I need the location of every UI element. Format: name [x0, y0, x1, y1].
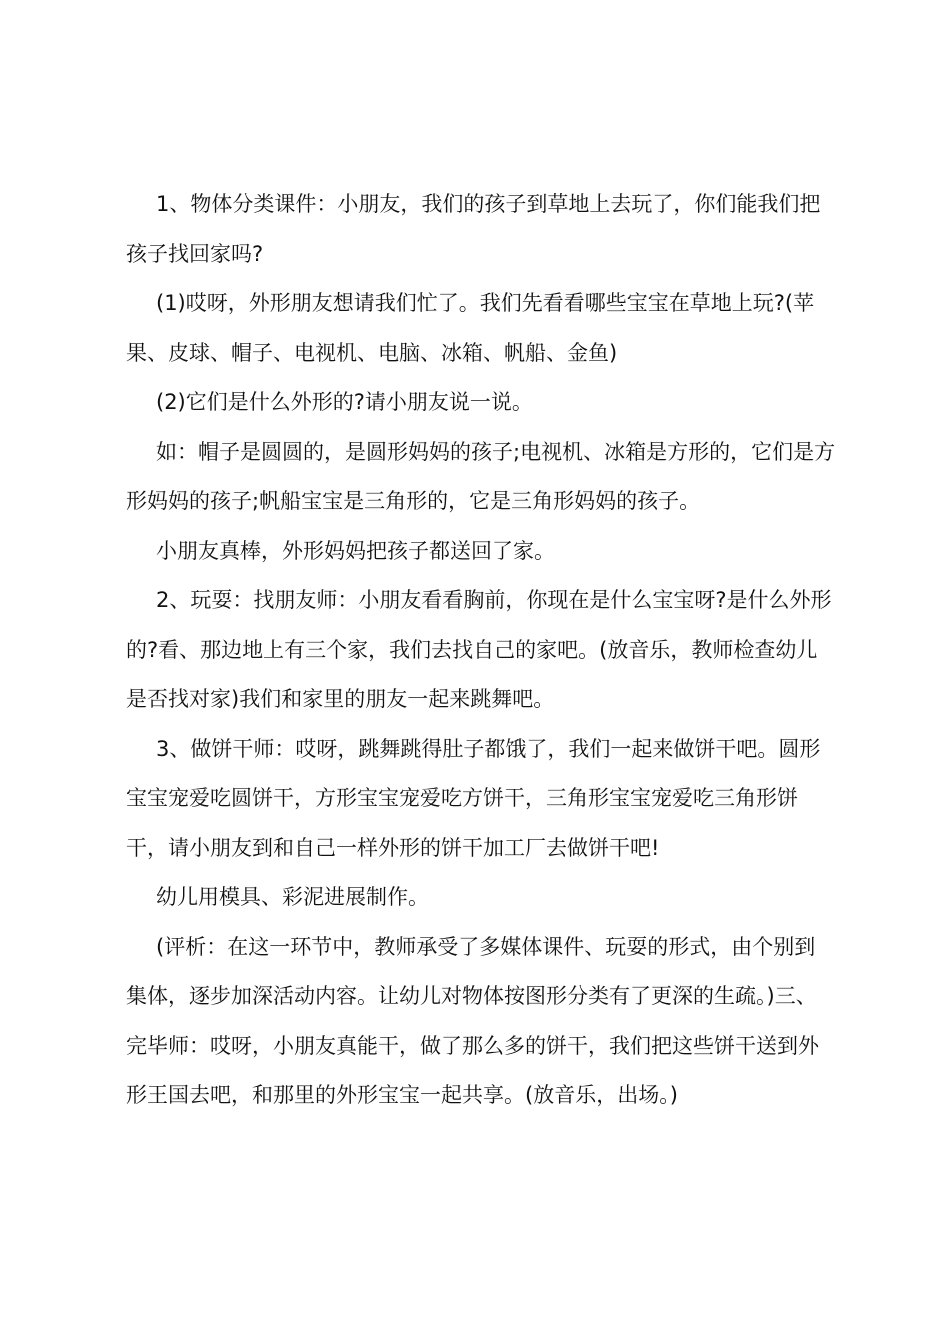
- paragraph-commentary: (评析：在这一环节中，教师承受了多媒体课件、玩耍的形式，由个别到集体，逐步加深活动内容。让幼儿对物体按图形分类有了更深的生疏。)三、完毕师：哎呀，小朋友真能干，做了那么多的饼干，我们把这些饼干送到外形王国去吧，和那里的外形宝宝一起共享。(放音乐，出场。): [126, 934, 819, 1107]
- paragraph-step-2: (2)它们是什么外形的?请小朋友说一说。: [156, 390, 533, 414]
- document-body: [126, 180, 836, 1121]
- paragraph-activity-3: 3、做饼干师：哎呀，跳舞跳得肚子都饿了，我们一起来做饼干吧。圆形宝宝宠爱吃圆饼干，方形宝宝宠爱吃方饼干，三角形宝宝宠爱吃三角形饼干，请小朋友到和自己一样外形的饼干加工厂去做饼干吧!: [126, 736, 821, 860]
- paragraph-praise: 小朋友真棒，外形妈妈把孩子都送回了家。: [156, 538, 555, 563]
- paragraph-activity-2: 2、玩耍：找朋友师：小朋友看看胸前，你现在是什么宝宝呀?是什么外形的?看、那边地上有三个家，我们去找自己的家吧。(放音乐，教师检查幼儿是否找对家)我们和家里的朋友一起来跳舞吧。: [126, 588, 832, 711]
- paragraph-making: 幼儿用模具、彩泥进展制作。: [156, 885, 429, 909]
- paragraph-example: 如：帽子是圆圆的，是圆形妈妈的孩子;电视机、冰箱是方形的，它们是方形妈妈的孩子;帆船宝宝是三角形的，它是三角形妈妈的孩子。: [126, 439, 836, 513]
- paragraph-activity-1: 1、物体分类课件：小朋友，我们的孩子到草地上去玩了，你们能我们把孩子找回家吗?: [126, 192, 821, 266]
- paragraph-step-1: (1)哎呀，外形朋友想请我们忙了。我们先看看哪些宝宝在草地上玩?(苹果、皮球、帽子、电视机、电脑、冰箱、帆船、金鱼): [126, 291, 815, 365]
